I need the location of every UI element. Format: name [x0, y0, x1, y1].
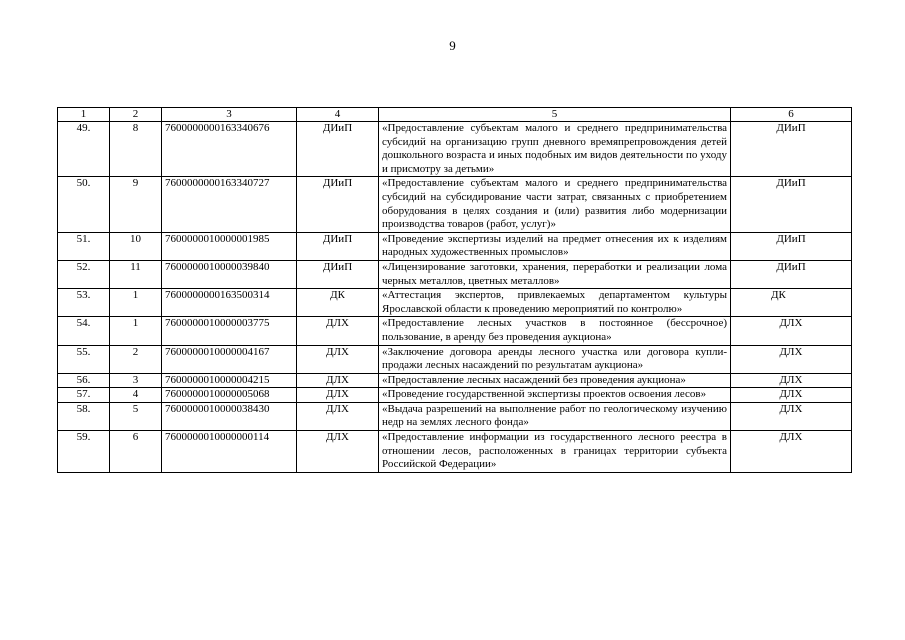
table-row [58, 232, 852, 260]
header-row [58, 108, 852, 122]
responsible-department: ДЛХ [731, 345, 852, 373]
sub-number: 8 [110, 122, 162, 177]
sub-number: 2 [110, 345, 162, 373]
table-row [58, 402, 852, 430]
service-name: «Предоставление субъектам малого и среднего предпринимательства субсидий на субсидирование части затрат, связанных с приобретением оборудования в целях создания и (или) развития либо модернизации производства товаров (работ, услуг)» [379, 177, 731, 232]
sub-number: 6 [110, 431, 162, 473]
column-header: 3 [162, 108, 297, 122]
row-number: 59. [58, 431, 110, 473]
sub-number: 11 [110, 260, 162, 288]
department-code: ДК [297, 289, 379, 317]
table-row [58, 373, 852, 388]
responsible-department: ДК [731, 289, 852, 317]
column-header: 4 [297, 108, 379, 122]
department-code: ДЛХ [297, 388, 379, 403]
service-code: 7600000010000004167 [162, 345, 297, 373]
table-row [58, 431, 852, 473]
service-code: 7600000010000003775 [162, 317, 297, 345]
service-code: 7600000000163340727 [162, 177, 297, 232]
column-header: 6 [731, 108, 852, 122]
row-number: 52. [58, 260, 110, 288]
service-code: 7600000000163500314 [162, 289, 297, 317]
sub-number: 10 [110, 232, 162, 260]
department-code: ДЛХ [297, 402, 379, 430]
responsible-department: ДЛХ [731, 388, 852, 403]
row-number: 50. [58, 177, 110, 232]
service-name: «Заключение договора аренды лесного участка или договора купли-продажи лесных насаждений по результатам аукциона» [379, 345, 731, 373]
sub-number: 9 [110, 177, 162, 232]
sub-number: 5 [110, 402, 162, 430]
services-table [57, 107, 852, 473]
service-code: 7600000010000038430 [162, 402, 297, 430]
service-code: 7600000010000000114 [162, 431, 297, 473]
row-number: 51. [58, 232, 110, 260]
row-number: 55. [58, 345, 110, 373]
responsible-department: ДЛХ [731, 431, 852, 473]
responsible-department: ДЛХ [731, 317, 852, 345]
department-code: ДИиП [297, 232, 379, 260]
department-code: ДЛХ [297, 373, 379, 388]
service-name: «Выдача разрешений на выполнение работ по геологическому изучению недр на землях лесного фонда» [379, 402, 731, 430]
department-code: ДИиП [297, 122, 379, 177]
department-code: ДЛХ [297, 431, 379, 473]
sub-number: 1 [110, 317, 162, 345]
column-header: 1 [58, 108, 110, 122]
sub-number: 1 [110, 289, 162, 317]
responsible-department: ДИиП [731, 260, 852, 288]
department-code: ДИиП [297, 177, 379, 232]
row-number: 49. [58, 122, 110, 177]
sub-number: 3 [110, 373, 162, 388]
service-code: 7600000010000001985 [162, 232, 297, 260]
service-code: 7600000010000005068 [162, 388, 297, 403]
service-code: 7600000010000004215 [162, 373, 297, 388]
service-name: «Лицензирование заготовки, хранения, переработки и реализации лома черных металлов, цветных металлов» [379, 260, 731, 288]
row-number: 58. [58, 402, 110, 430]
column-header: 2 [110, 108, 162, 122]
responsible-department: ДИиП [731, 232, 852, 260]
table-row [58, 388, 852, 403]
service-name: «Аттестация экспертов, привлекаемых департаментом культуры Ярославской области к проведению мероприятий по контролю» [379, 289, 731, 317]
responsible-department: ДЛХ [731, 373, 852, 388]
sub-number: 4 [110, 388, 162, 403]
department-code: ДЛХ [297, 317, 379, 345]
department-code: ДИиП [297, 260, 379, 288]
service-name: «Предоставление лесных участков в постоянное (бессрочное) пользование, в аренду без проведения аукциона» [379, 317, 731, 345]
service-name: «Проведение экспертизы изделий на предмет отнесения их к изделиям народных художественных промыслов» [379, 232, 731, 260]
table-row [58, 177, 852, 232]
column-header: 5 [379, 108, 731, 122]
responsible-department: ДИиП [731, 177, 852, 232]
page-number: 9 [449, 38, 456, 53]
table-row [58, 345, 852, 373]
row-number: 57. [58, 388, 110, 403]
row-number: 53. [58, 289, 110, 317]
table-row [58, 122, 852, 177]
row-number: 56. [58, 373, 110, 388]
department-code: ДЛХ [297, 345, 379, 373]
responsible-department: ДИиП [731, 122, 852, 177]
table-row [58, 289, 852, 317]
table-row [58, 317, 852, 345]
service-name: «Проведение государственной экспертизы проектов освоения лесов» [379, 388, 731, 403]
service-name: «Предоставление лесных насаждений без проведения аукциона» [379, 373, 731, 388]
service-name: «Предоставление информации из государственного лесного реестра в отношении лесов, расположенных в границах территории субъекта Российской Федерации» [379, 431, 731, 473]
row-number: 54. [58, 317, 110, 345]
service-name: «Предоставление субъектам малого и среднего предпринимательства субсидий на организацию групп дневного времяпрепровождения детей дошкольного возраста и иных подобных им видов деятельности по уходу и присмотру за детьми» [379, 122, 731, 177]
table-row [58, 260, 852, 288]
service-code: 7600000010000039840 [162, 260, 297, 288]
responsible-department: ДЛХ [731, 402, 852, 430]
service-code: 7600000000163340676 [162, 122, 297, 177]
